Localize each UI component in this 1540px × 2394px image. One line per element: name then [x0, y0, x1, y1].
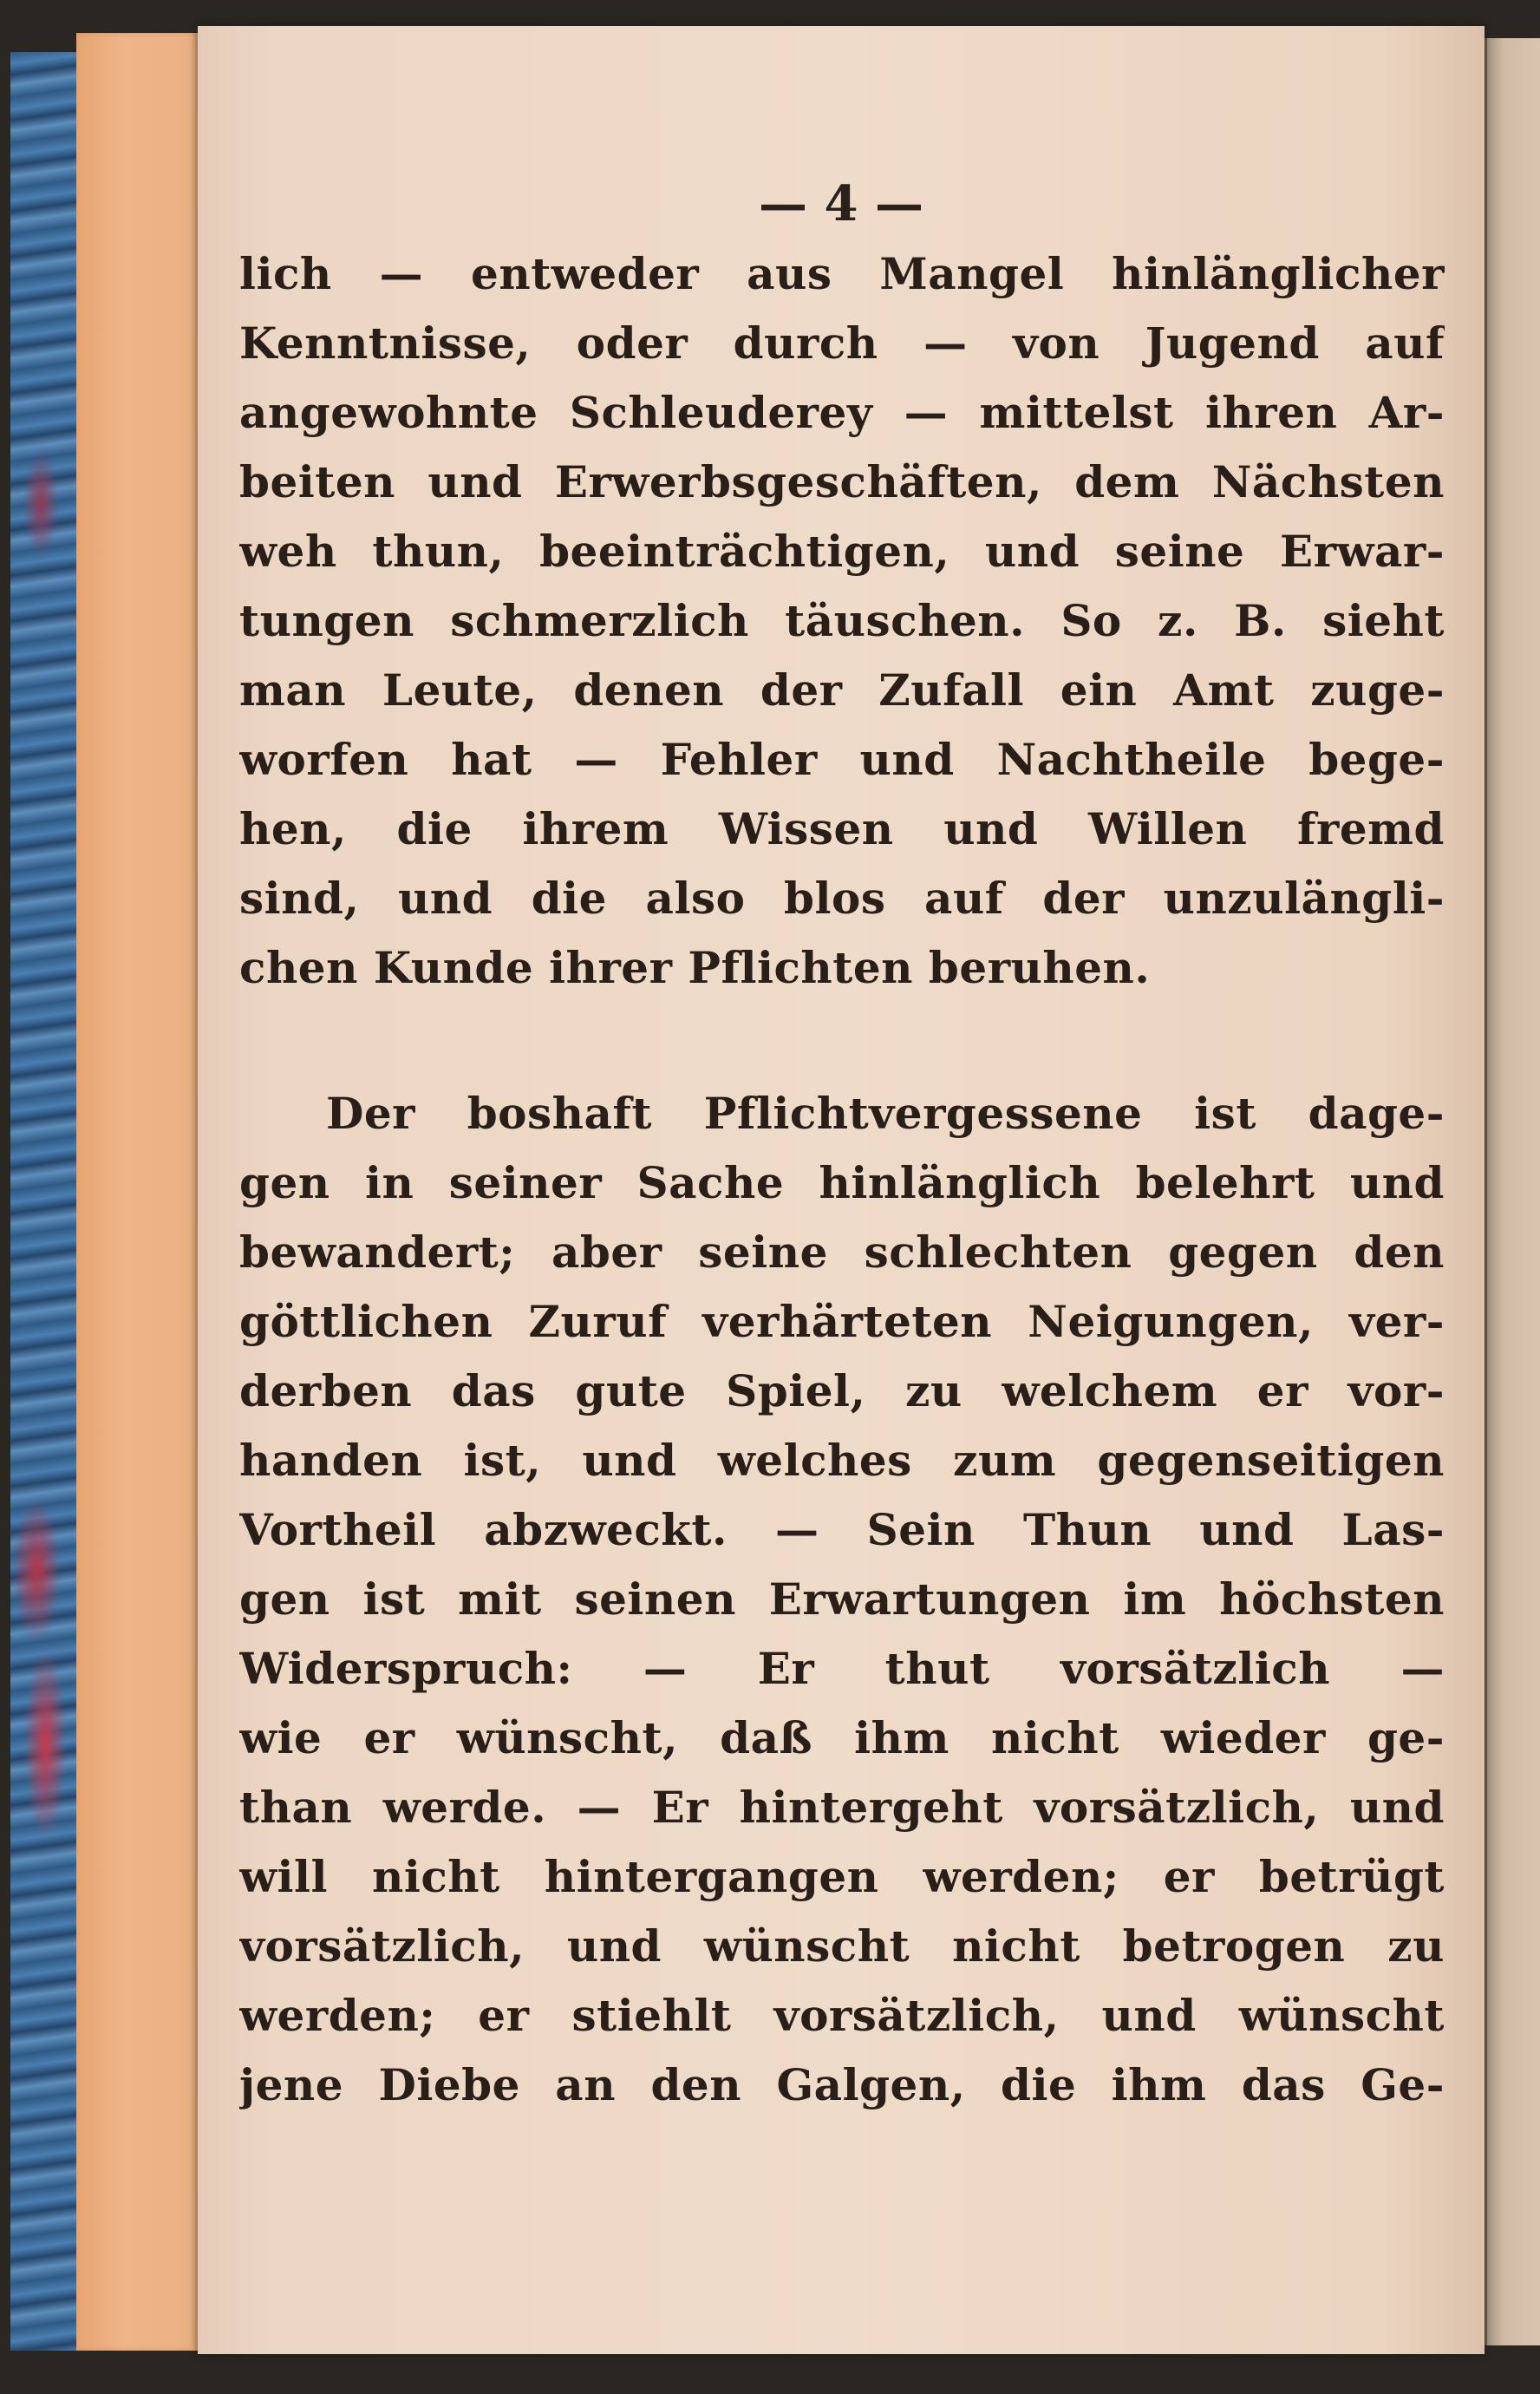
text-line: angewohnte Schleuderey — mittelst ihren Ar- — [239, 387, 1445, 438]
paragraph-gap — [239, 1003, 1445, 1079]
text-line: gen in seiner Sache hinlänglich belehrt und — [239, 1157, 1445, 1208]
paragraph-2 — [239, 1079, 1445, 2120]
text-line: will nicht hintergangen werden; er betrügt — [239, 1851, 1445, 1902]
text-line: worfen hat — Fehler und Nachtheile bege- — [239, 734, 1445, 785]
text-line: Der boshaft Pflichtvergessene ist dage- — [326, 1088, 1445, 1139]
text-line: göttlichen Zuruf verhärteten Neigungen, ver- — [239, 1296, 1445, 1347]
text-line: weh thun, beeinträchtigen, und seine Erwar- — [239, 526, 1445, 577]
text-line: wie er wünscht, daß ihm nicht wieder ge- — [239, 1712, 1445, 1763]
text-line: gen ist mit seinen Erwartungen im höchsten — [239, 1573, 1445, 1625]
text-line: bewandert; aber seine schlechten gegen den — [239, 1226, 1445, 1278]
endpaper-strip — [76, 33, 198, 2351]
page-text — [239, 239, 1445, 2120]
text-line: handen ist, und welches zum gegenseitigen — [239, 1435, 1445, 1486]
text-line: sind, und die also blos auf der unzulängli- — [239, 873, 1445, 924]
text-line: Widerspruch: — Er thut vorsätzlich — — [239, 1643, 1445, 1694]
text-line: werden; er stiehlt vorsätzlich, und wünscht — [239, 1990, 1445, 2041]
marbled-cover-edge — [10, 52, 80, 2351]
paragraph-1 — [239, 239, 1445, 1003]
text-line: than werde. — Er hintergeht vorsätzlich, und — [239, 1782, 1445, 1833]
text-line: beiten und Erwerbsgeschäften, dem Nächsten — [239, 456, 1445, 507]
text-line: tungen schmerzlich täuschen. So z. B. sieht — [239, 595, 1445, 646]
page-number: — 4 — — [759, 175, 923, 232]
text-line: man Leute, denen der Zufall ein Amt zuge- — [239, 664, 1445, 716]
text-line: hen, die ihrem Wissen und Willen fremd — [239, 803, 1445, 854]
text-line: Kenntnisse, oder durch — von Jugend auf — [239, 317, 1445, 369]
text-line: jene Diebe an den Galgen, die ihm das Ge- — [239, 2059, 1445, 2110]
text-line: vorsätzlich, und wünscht nicht betrogen zu — [239, 1920, 1445, 1972]
text-line: chen Kunde ihrer Pflichten beruhen. — [239, 942, 1151, 993]
text-line: lich — entweder aus Mangel hinlänglicher — [239, 248, 1445, 299]
next-page-edge — [1485, 38, 1540, 2345]
text-line: Vortheil abzweckt. — Sein Thun und Las- — [239, 1504, 1445, 1555]
text-line: derben das gute Spiel, zu welchem er vor- — [239, 1365, 1445, 1416]
